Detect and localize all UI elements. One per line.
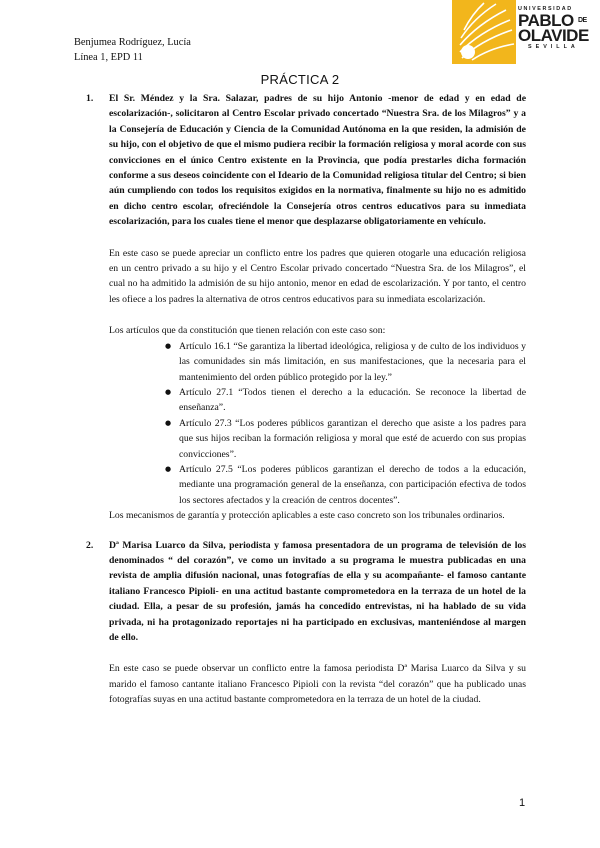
sun-logo-icon bbox=[452, 0, 516, 64]
section-number: 1. bbox=[86, 93, 94, 104]
logo-university-label: UNIVERSIDAD bbox=[518, 6, 573, 12]
logo-city: SEVILLA bbox=[528, 44, 579, 50]
author-course: Línea 1, EPD 11 bbox=[74, 52, 143, 63]
logo-name-line1: PABLO bbox=[518, 11, 574, 30]
list-item: ● Artículo 27.1 “Todos tienen el derecho a la educación. Se reconoce la libertad de enseñanza”. bbox=[179, 385, 526, 416]
page-title: PRÁCTICA 2 bbox=[260, 72, 340, 87]
logo-name-de: DE bbox=[577, 17, 587, 24]
list-item: ● Artículo 27.3 “Los poderes públicos garantizan el derecho que asiste a los padres para que sus hijos reciban la formación religiosa y moral que esté de acuerdo con sus propias convicciones”. bbox=[179, 416, 526, 462]
closing-paragraph: Los mecanismos de garantía y protección aplicables a este caso concreto son los tribunales ordinarios. bbox=[109, 510, 505, 522]
question-text: El Sr. Méndez y la Sra. Salazar, padres de su hijo Antonio -menor de edad y en edad de escolarización-, solicitaron al Centro Escolar privado concertado “Nuestra Sra. de los Milagros” y a la Consejería de Educación y Ciencia de la Comunidad Autónoma en la que residen, la admisión de su hijo, con el objetivo de que el mismo pudiera recibir la formación religiosa y moral acorde con sus convicciones en el único Centro existente en la Provincia, que podía prestarles dicha formación conforme a sus deseos coincidente con el Ideario de la Comunidad religiosa titular del Centro; si bien aún cumpliendo con todos los requisitos exigidos en la normativa, finalmente su hijo no es admitido en dicho centro escolar, ofreciéndole la Consejería otros centros educativos para su inmediata escolarización, para los cuales tiene el menor que desplazarse obligatoriamente en vehículo. bbox=[109, 93, 526, 228]
author-block bbox=[74, 35, 191, 65]
question-section-1 bbox=[86, 91, 526, 524]
list-item: ● Artículo 16.1 “Se garantiza la libertad ideológica, religiosa y de culto de los individuos y las comunidades sin más limitación, en sus manifestaciones, que la necesaria para el mantenimiento del orden público protegido por la ley.” bbox=[179, 339, 526, 385]
document-body bbox=[86, 91, 526, 708]
list-item: ● Artículo 27.5 “Los poderes públicos garantizan el derecho de todos a la educación, mediante una programación general de la enseñanza, con participación efectiva de todos los sectores afectados y la creación de centros docentes”. bbox=[179, 462, 526, 508]
logo-name-line2: OLAVIDE bbox=[518, 26, 589, 45]
question-text: Dª Marisa Luarco da Silva, periodista y famosa presentadora de un programa de televisión de los denominados “ del corazón”, ve como un invitado a su programa le muestra publicadas en una revista de amplia difusión nacional, unas fotografías de ella y su acompañante- el famoso cantante italiano Francesco Pipioli- en una actitud bastante comprometedora en la terraza de un hotel de la ciudad. Ella, a pesar de su profesión, jamás ha concedido entrevistas, ni ha hablado de su vida privada, ni ha protagonizado reportajes ni ha participado en exclusivas, manteniéndose al margen de ello. bbox=[109, 539, 526, 643]
author-name: Benjumea Rodríguez, Lucía bbox=[74, 37, 191, 48]
articles-intro: Los artículos que da constitución que tienen relación con este caso son: bbox=[109, 325, 386, 337]
answer-paragraph: En este caso se puede apreciar un conflicto entre los padres que quieren otogarle una educación religiosa en un centro privado a su hijo y el Centro Escolar privado concertado “Nuestra Sra. de los Milagros”, el cual no ha admitido la admisión de su hijo antonio, menor en edad de escolarización. Y por tanto, el centro les ofiece a los padres la alternativa de otros centros educativos para su inmediata escolarización. bbox=[109, 247, 526, 305]
university-logo bbox=[452, 0, 600, 72]
answer-paragraph: En este caso se puede observar un conflicto entre la famosa periodista Dª Marisa Luarco da Silva y su marido el famoso cantante italiano Francesco Pipioli con la revista “del corazón” que ha publicado unas fotografías suyas en una actitud bastante comprometedora en la terraza de un hotel de la ciudad. bbox=[109, 663, 526, 706]
page-number: 1 bbox=[519, 797, 526, 809]
question-section-2 bbox=[86, 538, 526, 708]
logo-wordmark bbox=[518, 6, 598, 51]
section-number: 2. bbox=[86, 539, 94, 551]
articles-list bbox=[109, 339, 526, 508]
